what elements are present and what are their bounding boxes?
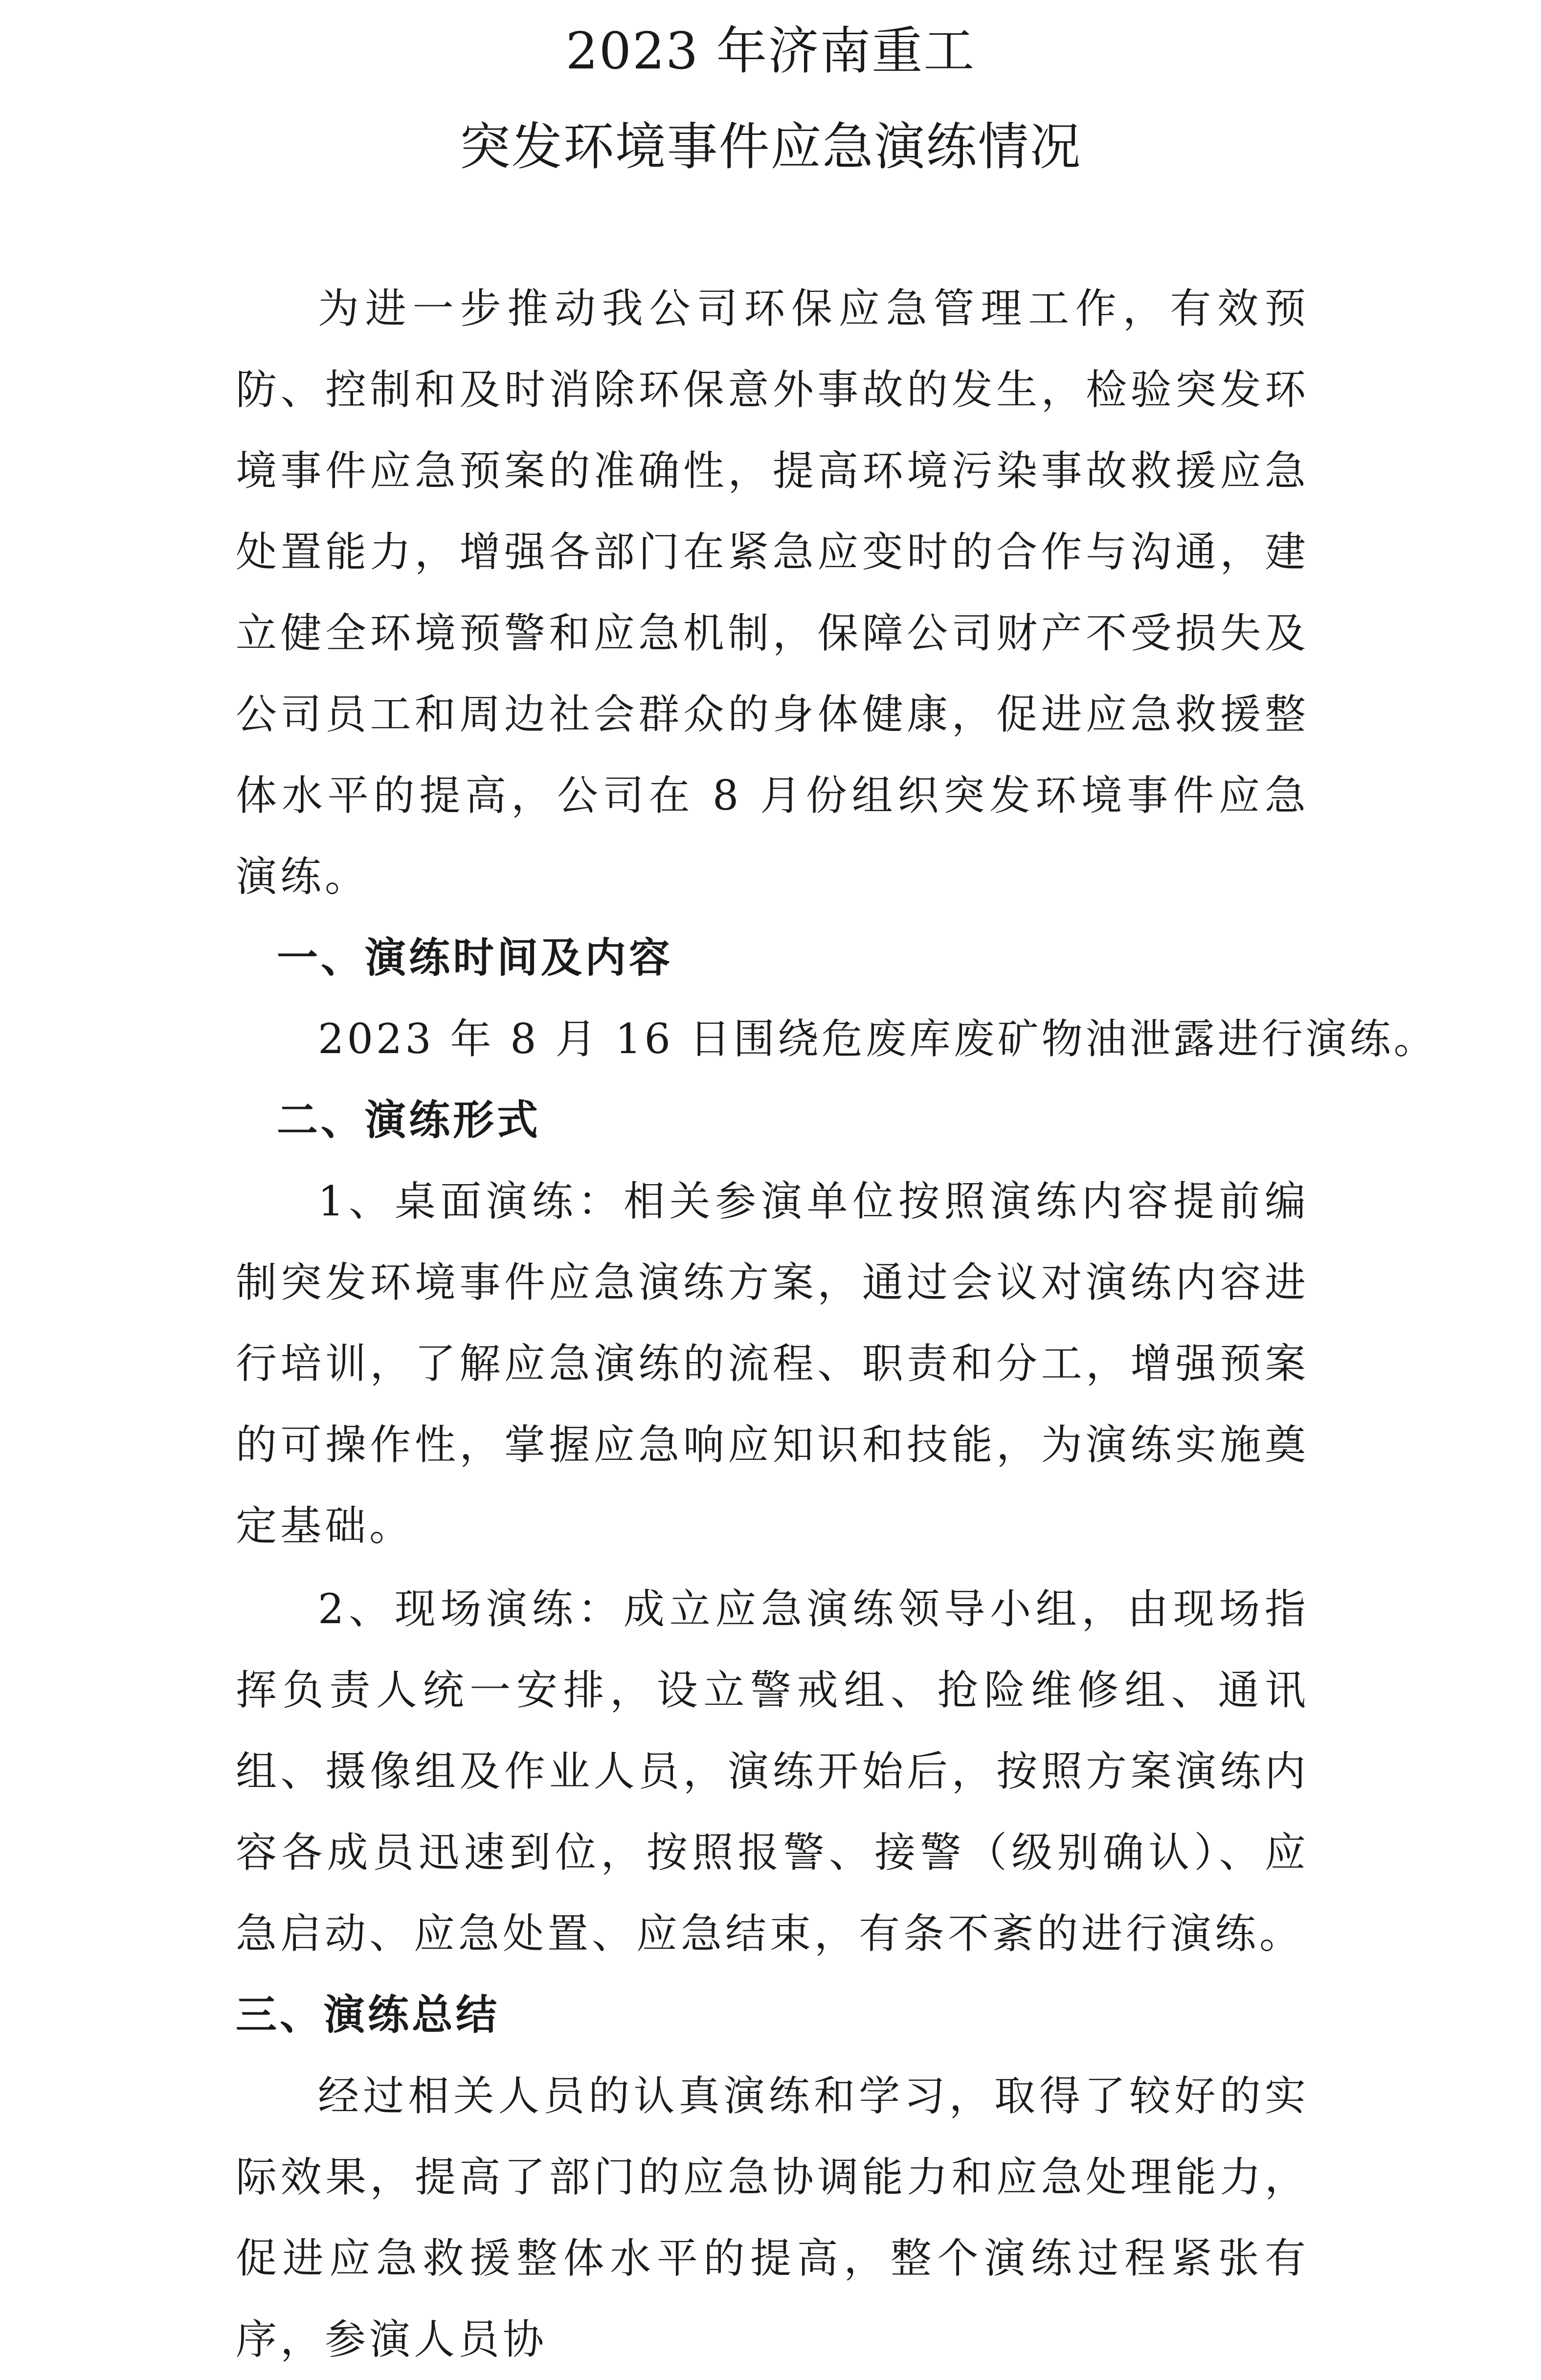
section-2-item-2: 2、现场演练：成立应急演练领导小组，由现场指挥负责人统一安排，设立警戒组、抢险维修组、通讯组、摄像组及作业人员，演练开始后，按照方案演练内容各成员迅速到位，按照报警、接警（级别确认）、应急启动、应急处置、应急结束，有条不紊的进行演练。 [236,1585,1309,1958]
section-3-text: 经过相关人员的认真演练和学习，取得了较好的实际效果，提高了部门的应急协调能力和应急处理能力，促进应急救援整体水平的提高，整个演练过程紧张有序，参演人员协 [236,2072,1309,2363]
document-body [236,268,1438,2380]
section-2-item-1: 1、桌面演练：相关参演单位按照演练内容提前编制突发环境事件应急演练方案，通过会议对演练内容进行培训，了解应急演练的流程、职责和分工，增强预案的可操作性，掌握应急响应知识和技能，为演练实施奠定基础。 [236,1177,1309,1550]
title-line-1: 2023 年济南重工 [565,21,976,81]
section-2-heading: 二、演练形式 [277,1096,541,1144]
section-1-text: 2023 年 8 月 16 日围绕危废库废矿物油泄露进行演练。 [318,1015,1438,1063]
section-1-heading: 一、演练时间及内容 [277,933,673,982]
section-3-heading: 三、演练总结 [236,1990,500,2039]
document-title [0,15,1541,176]
title-line-2: 突发环境事件应急演练情况 [459,117,1082,176]
intro-paragraph: 为进一步推动我公司环保应急管理工作，有效预防、控制和及时消除环保意外事故的发生，检验突发环境事件应急预案的准确性，提高环境污染事故救援应急处置能力，增强各部门在紧急应变时的合作与沟通，建立健全环境预警和应急机制，保障公司财产不受损失及公司员工和周边社会群众的身体健康，促进应急救援整体水平的提高，公司在 8 月份组织突发环境事件应急演练。 [236,285,1309,901]
